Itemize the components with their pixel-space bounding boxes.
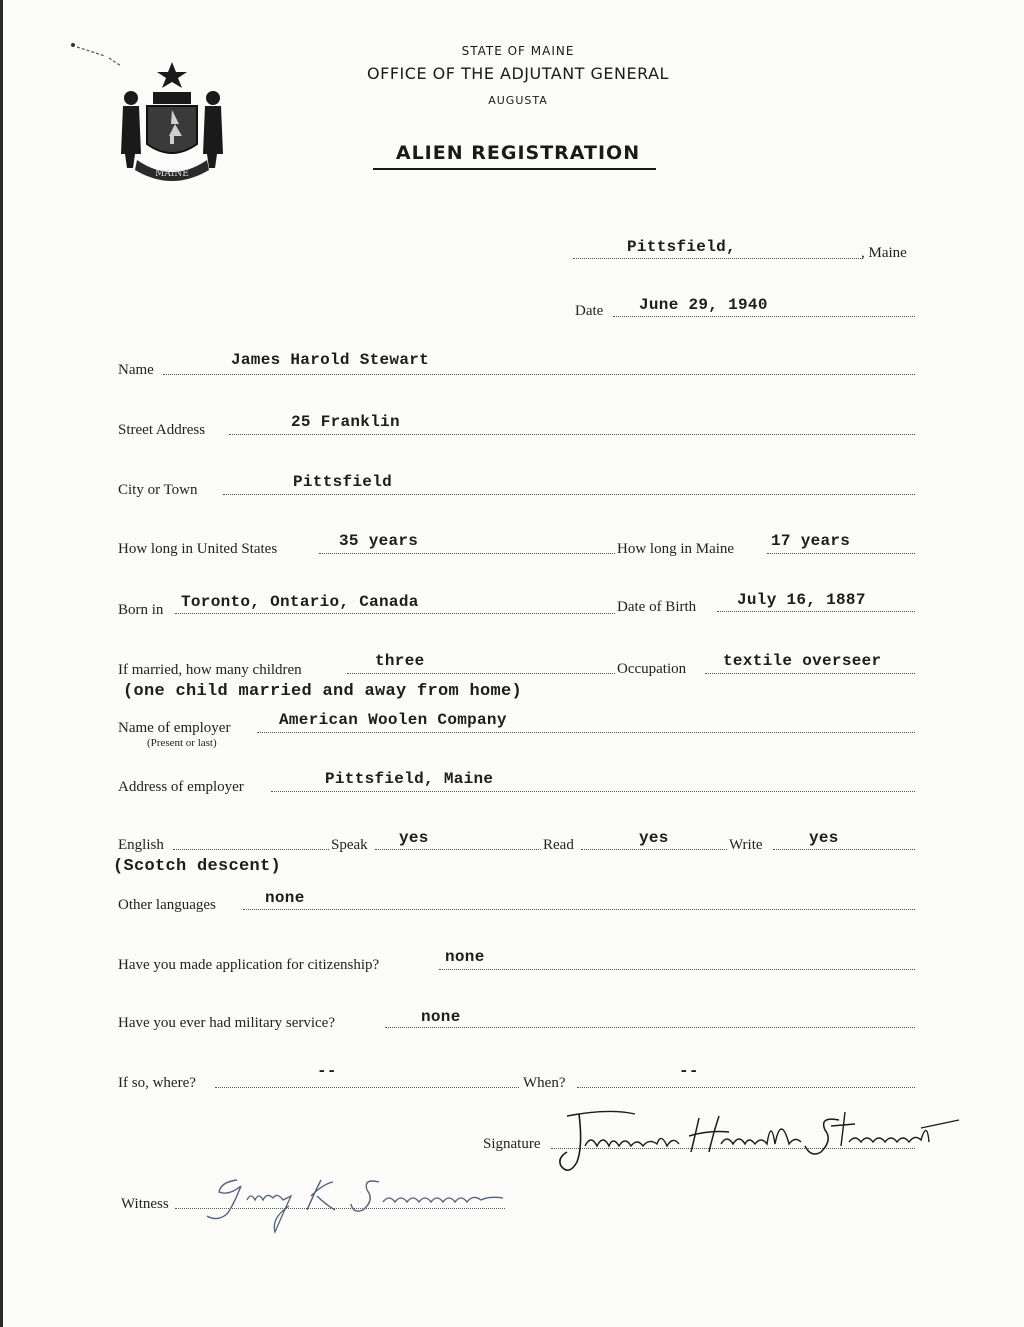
other-languages-value: none xyxy=(265,889,305,907)
date-value: June 29, 1940 xyxy=(639,296,768,314)
occupation-value: textile overseer xyxy=(723,652,882,670)
place-state-label: , Maine xyxy=(861,245,907,261)
place-line xyxy=(573,258,863,259)
other-languages-line xyxy=(243,909,915,910)
employer-value: American Woolen Company xyxy=(279,711,507,729)
english-line xyxy=(173,849,329,850)
employer-label: Name of employer xyxy=(118,720,231,736)
children-value: three xyxy=(375,652,425,670)
us-duration-line xyxy=(319,553,615,554)
descent-note: (Scotch descent) xyxy=(113,857,282,876)
read-line xyxy=(581,849,727,850)
name-label: Name xyxy=(118,362,154,378)
other-languages-label: Other languages xyxy=(118,897,216,913)
dob-label: Date of Birth xyxy=(617,599,697,615)
military-value: none xyxy=(421,1008,461,1026)
where-value: -- xyxy=(317,1062,337,1080)
born-in-label: Born in xyxy=(118,602,164,618)
svg-text:MAINE: MAINE xyxy=(155,169,189,179)
employer-address-line xyxy=(271,791,915,792)
maine-duration-label: How long in Maine xyxy=(617,541,735,557)
title-underline xyxy=(373,168,656,170)
maine-duration-line xyxy=(767,553,915,554)
citizenship-label: Have you made application for citizenship? xyxy=(118,957,380,973)
citizenship-line xyxy=(439,969,915,970)
when-line xyxy=(577,1087,915,1088)
handwritten-signature-severance xyxy=(193,1166,523,1238)
military-line xyxy=(385,1027,915,1028)
street-label: Street Address xyxy=(118,422,206,438)
header-state: STATE OF MAINE xyxy=(461,44,575,58)
signature-label: Signature xyxy=(483,1136,541,1152)
date-label: Date xyxy=(575,303,604,319)
english-label: English xyxy=(118,837,164,853)
speak-label: Speak xyxy=(331,837,368,853)
when-value: -- xyxy=(679,1062,699,1080)
speak-line xyxy=(375,849,541,850)
name-line xyxy=(163,374,915,375)
street-line xyxy=(229,434,915,435)
witness-label: Witness xyxy=(121,1196,169,1212)
header-office: OFFICE OF THE ADJUTANT GENERAL xyxy=(367,64,669,83)
military-label: Have you ever had military service? xyxy=(118,1015,335,1031)
maine-state-seal-icon xyxy=(113,58,231,186)
read-label: Read xyxy=(543,837,574,853)
where-label: If so, where? xyxy=(118,1075,196,1091)
handwritten-signature-stewart xyxy=(549,1106,975,1178)
us-duration-value: 35 years xyxy=(339,532,419,550)
write-label: Write xyxy=(729,837,763,853)
read-value: yes xyxy=(639,829,669,847)
street-value: 25 Franklin xyxy=(291,413,400,431)
employer-line xyxy=(257,732,915,733)
write-value: yes xyxy=(809,829,839,847)
where-line xyxy=(215,1087,519,1088)
speak-value: yes xyxy=(399,829,429,847)
when-label: When? xyxy=(523,1075,566,1091)
occupation-line xyxy=(705,673,915,674)
us-duration-label: How long in United States xyxy=(118,541,278,557)
born-in-value: Toronto, Ontario, Canada xyxy=(181,593,419,611)
city-line xyxy=(223,494,915,495)
form-title: ALIEN REGISTRATION xyxy=(395,142,641,164)
city-label: City or Town xyxy=(118,482,198,498)
citizenship-value: none xyxy=(445,948,485,966)
dob-line xyxy=(717,611,915,612)
children-note: (one child married and away from home) xyxy=(123,682,523,701)
occupation-label: Occupation xyxy=(617,661,687,677)
date-line xyxy=(613,316,915,317)
employer-address-label: Address of employer xyxy=(118,779,244,795)
employer-sublabel: (Present or last) xyxy=(147,737,217,749)
city-value: Pittsfield xyxy=(293,473,393,491)
name-value: James Harold Stewart xyxy=(231,351,430,369)
place-town-value: Pittsfield, xyxy=(627,238,736,256)
children-line xyxy=(347,673,615,674)
write-line xyxy=(773,849,915,850)
maine-duration-value: 17 years xyxy=(771,532,851,550)
born-in-line xyxy=(175,613,615,614)
children-label: If married, how many children xyxy=(118,662,302,678)
employer-address-value: Pittsfield, Maine xyxy=(325,770,494,788)
dob-value: July 16, 1887 xyxy=(737,591,866,609)
header-city: AUGUSTA xyxy=(488,94,548,107)
